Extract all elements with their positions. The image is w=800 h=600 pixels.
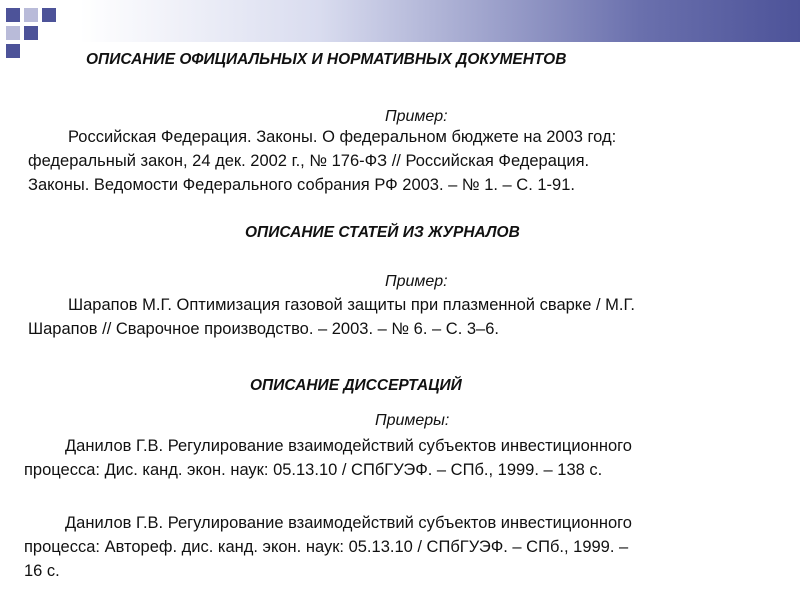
citation-line: Данилов Г.В. Регулирование взаимодействий субъектов инвестиционного bbox=[65, 514, 632, 532]
square-dark bbox=[42, 8, 56, 22]
citation-line: Российская Федерация. Законы. О федеральном бюджете на 2003 год: bbox=[68, 128, 617, 146]
square-light bbox=[6, 26, 20, 40]
square-dark bbox=[6, 8, 20, 22]
header-gradient-bar bbox=[0, 0, 800, 42]
example-label: Пример: bbox=[385, 273, 448, 290]
citation-line: Законы. Ведомости Федерального собрания РФ 2003. – № 1. – С. 1-91. bbox=[28, 176, 575, 194]
section-heading-dissertations: ОПИСАНИЕ ДИССЕРТАЦИЙ bbox=[250, 377, 462, 394]
citation-line: Данилов Г.В. Регулирование взаимодействий субъектов инвестиционного bbox=[65, 437, 632, 455]
citation-line: 16 с. bbox=[24, 562, 60, 580]
page-title: ОПИСАНИЕ ОФИЦИАЛЬНЫХ И НОРМАТИВНЫХ ДОКУМЕНТОВ bbox=[86, 51, 567, 68]
examples-label: Примеры: bbox=[375, 412, 450, 429]
citation-line: процесса: Дис. канд. экон. наук: 05.13.10 / СПбГУЭФ. – СПб., 1999. – 138 с. bbox=[24, 461, 603, 479]
citation-line: Шарапов // Сварочное производство. – 2003. – № 6. – С. 3–6. bbox=[28, 320, 499, 338]
citation-line: Шарапов М.Г. Оптимизация газовой защиты при плазменной сварке / М.Г. bbox=[68, 296, 635, 314]
square-dark bbox=[24, 26, 38, 40]
citation-line: федеральный закон, 24 дек. 2002 г., № 176-ФЗ // Российская Федерация. bbox=[28, 152, 590, 170]
corner-squares-decoration bbox=[0, 0, 60, 60]
section-heading-articles: ОПИСАНИЕ СТАТЕЙ ИЗ ЖУРНАЛОВ bbox=[245, 224, 520, 241]
example-label: Пример: bbox=[385, 108, 448, 125]
square-light bbox=[24, 8, 38, 22]
citation-line: процесса: Автореф. дис. канд. экон. наук: 05.13.10 / СПбГУЭФ. – СПб., 1999. – bbox=[24, 538, 629, 556]
square-dark bbox=[6, 44, 20, 58]
